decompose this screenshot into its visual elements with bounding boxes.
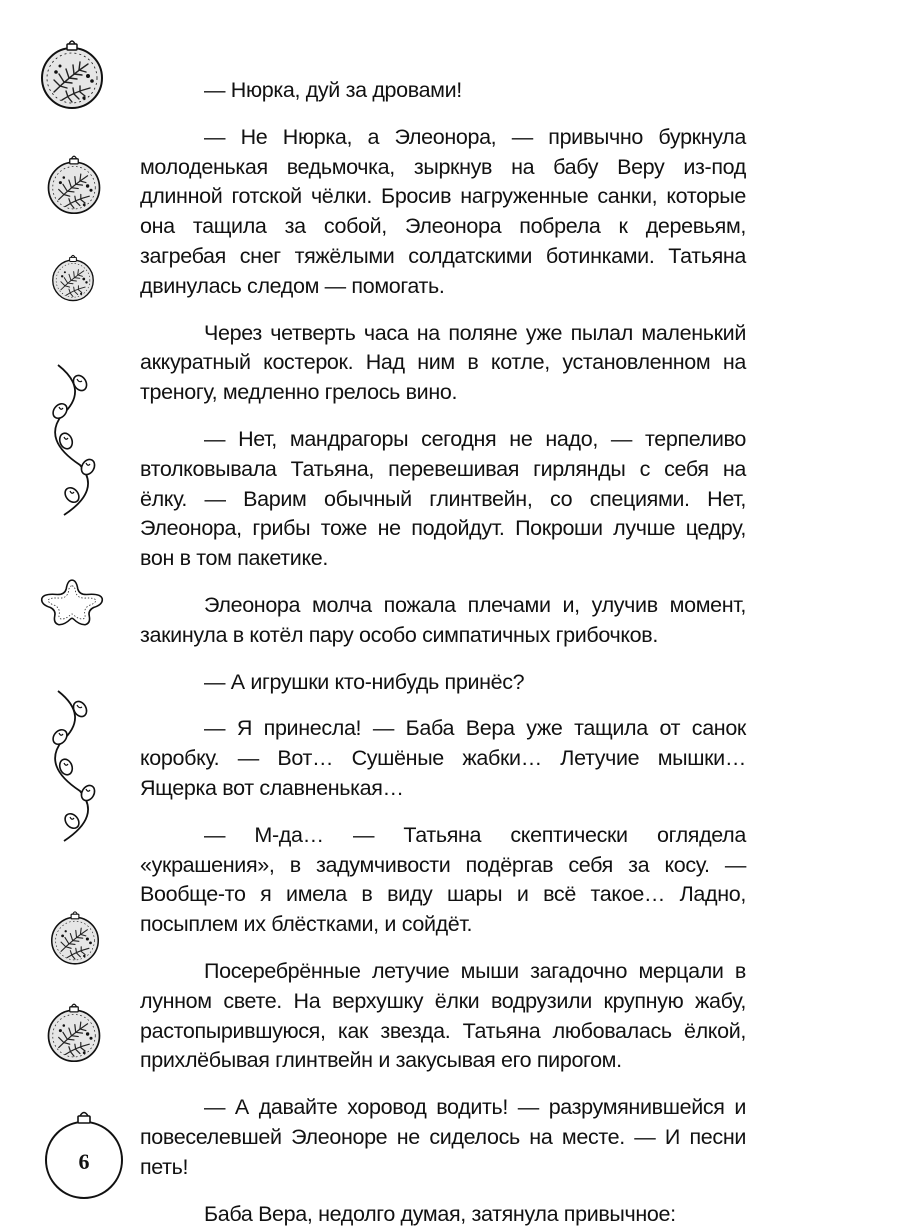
paragraph: — Нюрка, дуй за дровами! (140, 76, 746, 106)
paragraph: — А игрушки кто-нибудь принёс? (140, 668, 746, 698)
paragraph: — М-да… — Татьяна скептически оглядела «украшения», в задумчивости подёргав себя за косу. — Вообще-то я имела в виду шары и всё такое… Ладно, посыплем их блёстками, и сойдёт. (140, 821, 746, 940)
ornament-ball-icon (44, 908, 106, 970)
paragraph: — А давайте хоровод водить! — разрумянившейся и повеселевшей Элеоноре не сиделось на месте. — И песни петь! (140, 1093, 746, 1182)
paragraph: — Я принесла! — Баба Вера уже тащила от санок коробку. — Вот… Сушёные жабки… Летучие мышки… Ящерка вот славненькая… (140, 714, 746, 803)
paragraph: Баба Вера, недолго думая, затянула привычное: (140, 1200, 746, 1229)
paragraph: Элеонора молча пожала плечами и, улучив момент, закинула в котёл пару особо симпатичных грибочков. (140, 591, 746, 651)
paragraph: Через четверть часа на поляне уже пылал маленький аккуратный костерок. Над ним в котле, установленном на треногу, медленно грелось вино. (140, 319, 746, 408)
garland-lights-icon (50, 362, 100, 518)
page-number: 6 (38, 1116, 130, 1208)
paragraph: — Не Нюрка, а Элеонора, — привычно буркнула молоденькая ведьмочка, зыркнув на бабу Веру из-под длинной готской чёлки. Бросив нагруженные санки, которые она тащила за собой, Элеонора побрела к деревьям, загребая снег тяжёлыми солдатскими ботинками. Татьяна двинулась следом — помогать. (140, 123, 746, 302)
garland-lights-icon (50, 688, 100, 844)
ornament-ball-icon (46, 252, 100, 306)
paragraph: — Нет, мандрагоры сегодня не надо, — терпеливо втолковывала Татьяна, перевешивая гирлянды с себя на ёлку. — Варим обычный глинтвейн, со специями. Нет, Элеонора, грибы тоже не подойдут. Покроши лучше цедру, вон в том пакетике. (140, 425, 746, 574)
main-text (140, 76, 746, 1229)
paragraph: Посеребрённые летучие мыши загадочно мерцали в лунном свете. На верхушку ёлки водрузили крупную жабу, растопырившуюся, как звезда. Татьяна любовалась ёлкой, прихлёбывая глинтвейн и закусывая его пирогом. (140, 957, 746, 1076)
page-number-badge (38, 1108, 130, 1200)
ornament-ball-icon (40, 152, 108, 220)
ornament-ball-icon (40, 1000, 108, 1068)
ornament-ball-icon (32, 36, 112, 116)
star-cookie-icon (36, 575, 108, 627)
